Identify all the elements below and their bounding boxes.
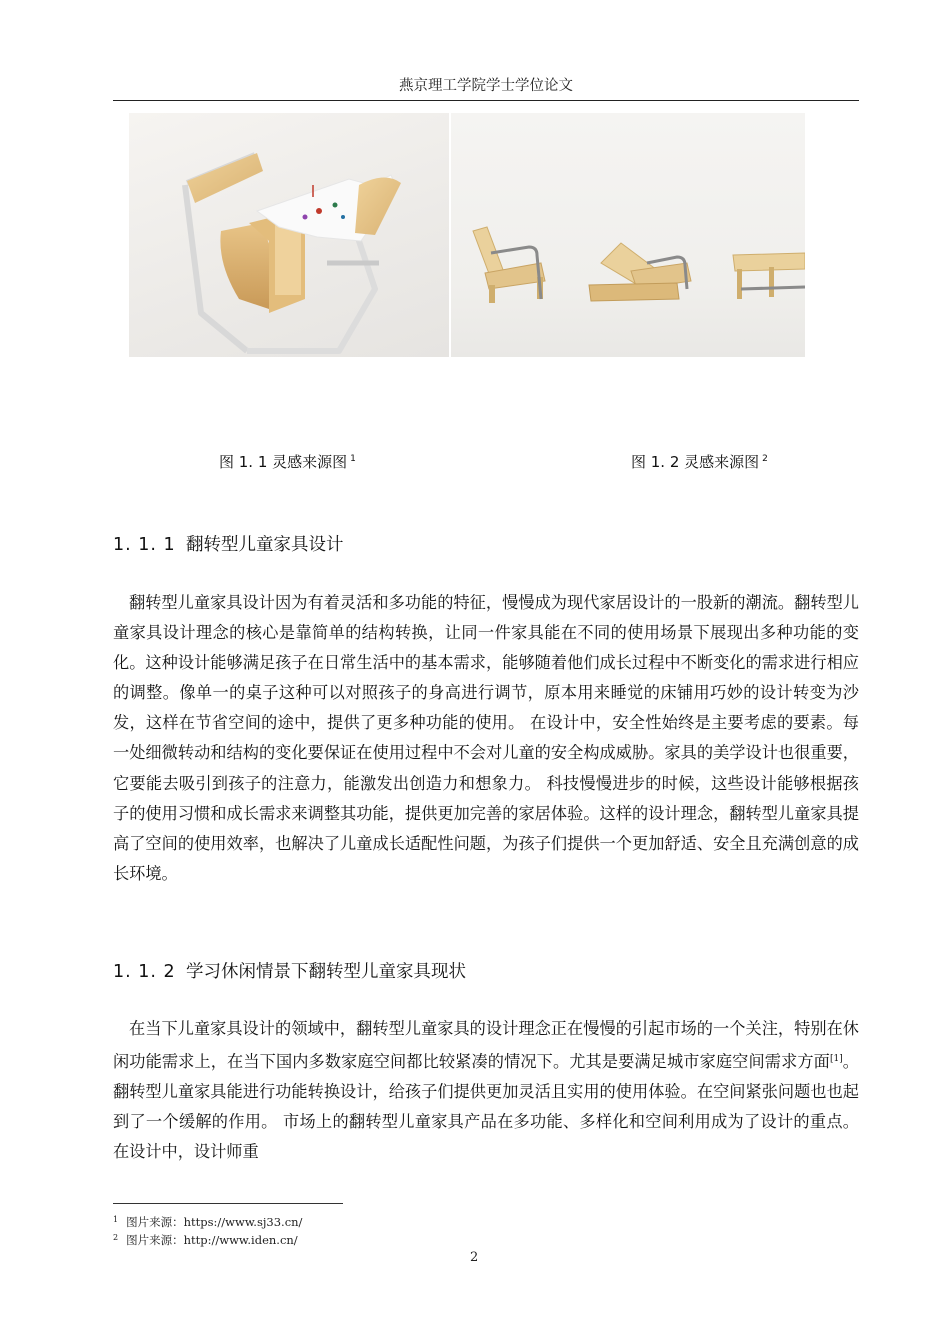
footnote-mark: 1 bbox=[113, 1215, 119, 1224]
chair-as-table bbox=[733, 253, 805, 299]
figure-1-1-caption bbox=[219, 451, 356, 472]
section-1-1-2-paragraph bbox=[113, 1014, 859, 1167]
footnote-2 bbox=[113, 1232, 298, 1248]
footnote-ref: 1 bbox=[350, 454, 356, 464]
footnote-1 bbox=[113, 1214, 302, 1230]
section-title: 翻转型儿童家具设计 bbox=[186, 535, 344, 555]
figure-1-2-caption bbox=[631, 451, 768, 472]
chair-upright bbox=[473, 227, 545, 303]
section-1-1-1-paragraph: 翻转型儿童家具设计因为有着灵活和多功能的特征，慢慢成为现代家居设计的一股新的潮流。翻转型儿童家具设计理念的核心是靠简单的结构转换，让同一件家具能在不同的使用场景下展现出多种功能的变化。这种设计能够满足孩子在日常生活中的基本需求，能够随着他们成长过程中不断变化的需求进行相应的调整。像单一的桌子这种可以对照孩子的身高进行调节，原本用来睡觉的床铺用巧妙的设计转变为沙发，这样在节省空间的途中，提供了更多种功能的使用。 在设计中，安全性始终是主要考虑的要素。每一处细微转动和结构的变化要保证在使用过程中不会对儿童的安全构成威胁。家具的美学设计也很重要，它要能去吸引到孩子的注意力，能激发出创造力和想象力。 科技慢慢进步的时候，这些设计能够根据孩子的使用习惯和成长需求来调整其功能，提供更加完善的家居体验。这样的设计理念，翻转型儿童家具提高了空间的使用效率，也解决了儿童成长适配性问题，为孩子们提供一个更加舒适、安全且充满创意的成长环境。 bbox=[113, 593, 859, 883]
figure-1-2-image bbox=[451, 113, 805, 357]
section-number: 1. 1. 1 bbox=[113, 535, 176, 555]
page-header: 燕京理工学院学士学位论文 bbox=[399, 78, 573, 94]
paragraph-text: 在当下儿童家具设计的领域中，翻转型儿童家具的设计理念正在慢慢的引起市场的一个关注，特别在休闲功能需求上，在当下国内多数家庭空间都比较紧凑的情况下。尤其是要满足城市家庭空间需求方面 bbox=[113, 1019, 859, 1072]
child-desk-chair-illustration bbox=[129, 113, 449, 357]
figure-caption-text: 图 1. 1 灵感来源图 bbox=[219, 453, 348, 471]
section-heading-1-1-1 bbox=[113, 531, 344, 556]
page-number: 2 bbox=[470, 1250, 479, 1265]
footnote-mark: 2 bbox=[113, 1233, 119, 1242]
header-rule bbox=[113, 100, 859, 101]
figure-caption-text: 图 1. 2 灵感来源图 bbox=[631, 453, 760, 471]
footnote-text: 图片来源：http://www.iden.cn/ bbox=[126, 1233, 298, 1247]
chair-reclined bbox=[589, 243, 691, 301]
convertible-chairs-illustration bbox=[451, 113, 805, 357]
footnote-rule bbox=[113, 1203, 343, 1204]
section-title: 学习休闲情景下翻转型儿童家具现状 bbox=[186, 962, 466, 982]
section-heading-1-1-2 bbox=[113, 958, 466, 983]
footnote-ref: 2 bbox=[762, 454, 768, 464]
figure-1-1-image bbox=[129, 113, 449, 357]
citation-ref: [1] bbox=[829, 1054, 843, 1065]
section-number: 1. 1. 2 bbox=[113, 962, 176, 982]
paragraph-text: 。翻转型儿童家具能进行功能转换设计，给孩子们提供更加灵活且实用的使用体验。在空间紧张问题也也起到了一个缓解的作用。 市场上的翻转型儿童家具产品在多功能、多样化和空间利用成为了设计的重点。在设计中，设计师重 bbox=[113, 1052, 859, 1162]
footnote-text: 图片来源：https://www.sj33.cn/ bbox=[126, 1215, 303, 1229]
